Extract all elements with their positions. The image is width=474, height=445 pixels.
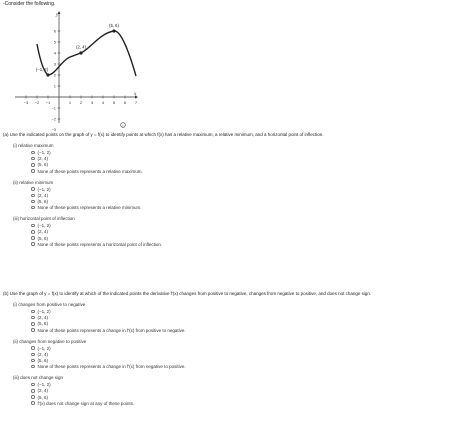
answer-option[interactable] (3, 358, 471, 363)
answer-option[interactable] (3, 321, 471, 326)
part_b-sub-1 (3, 302, 471, 333)
option-label: (−1, 2) (37, 150, 51, 155)
y-tick-label: 3 (53, 61, 56, 67)
radio-button[interactable] (31, 157, 35, 161)
radio-button[interactable] (31, 395, 35, 399)
option-label: f′(x) does not change sign at any of these points. (37, 400, 135, 406)
radio-button[interactable] (31, 151, 35, 155)
option-label: None of these points represents a relative maximum. (37, 168, 143, 174)
part_a-sub-3 (3, 216, 471, 247)
subquestion-label: (ii) relative minimum (13, 179, 54, 185)
x-tick-label: 6 (123, 100, 127, 105)
y-tick-label: 6 (53, 28, 56, 34)
subquestion-label: (iii) does not change sign (13, 375, 64, 381)
answer-option[interactable] (3, 328, 471, 333)
option-label: (2, 4) (37, 315, 49, 321)
subquestion-label: (ii) changes from negative to positive (13, 338, 87, 344)
graph-point (112, 29, 115, 32)
x-tick-label: 1 (68, 100, 72, 105)
option-label: (5, 6) (37, 235, 49, 241)
x-tick-label: −2 (34, 100, 40, 105)
answer-option[interactable] (3, 223, 471, 228)
answer-option[interactable] (3, 193, 471, 198)
answer-option[interactable] (3, 162, 471, 167)
part_b-sub-3 (3, 375, 471, 406)
y-tick-label: 4 (53, 50, 56, 56)
radio-button[interactable] (31, 401, 35, 405)
y-tick-labels (51, 29, 56, 133)
option-label: (2, 4) (37, 388, 49, 394)
option-label: (5, 6) (37, 198, 49, 204)
radio-button[interactable] (31, 230, 35, 234)
part_b-sub-2 (3, 339, 471, 370)
answer-option[interactable] (3, 346, 471, 351)
y-tick-label: 2 (53, 72, 56, 78)
x-tick-label: 4 (101, 100, 105, 105)
answer-option[interactable] (3, 187, 471, 192)
radio-button[interactable] (31, 169, 35, 173)
option-label: None of these points represents a change in f′(x) from negative to positive. (37, 364, 186, 370)
subquestion-label: (i) changes from positive to negative (13, 302, 86, 307)
function-graph (10, 8, 140, 132)
x-tick-labels (24, 100, 138, 105)
radio-button[interactable] (31, 236, 35, 240)
option-label: (−1, 2) (37, 186, 51, 192)
answer-option[interactable] (3, 150, 471, 155)
subquestion-label: (iii) horizontal point of inflection (13, 216, 75, 222)
y-tick-label: 1 (53, 83, 56, 89)
radio-button[interactable] (31, 187, 35, 191)
answer-option[interactable] (3, 382, 471, 387)
y-tick-label: −3 (51, 127, 56, 132)
point-label: (2, 4) (76, 44, 86, 50)
answer-option[interactable] (3, 156, 471, 161)
subquestion-label: (i) relative maximum (13, 143, 54, 148)
x-axis-letter: x (134, 92, 137, 97)
radio-button[interactable] (31, 383, 35, 387)
x-tick-label: 5 (112, 100, 116, 105)
radio-button[interactable] (31, 163, 35, 167)
part-a-prompt: (a) Use the indicated points on the graph of y = f(x) to identify points at which f(x) has a relative maximum, a relative minimum, and a horizontal point of inflection. (3, 132, 324, 137)
part-a (3, 132, 471, 248)
option-label: (5, 6) (37, 321, 49, 327)
radio-button[interactable] (31, 328, 35, 332)
radio-button[interactable] (31, 346, 35, 350)
option-label: (5, 6) (37, 162, 49, 168)
y-axis-letter: y (56, 13, 59, 18)
graph-point (46, 73, 49, 76)
answer-option[interactable] (3, 309, 471, 314)
radio-button[interactable] (31, 322, 35, 326)
radio-button[interactable] (31, 353, 35, 357)
radio-button[interactable] (31, 224, 35, 228)
radio-button[interactable] (31, 365, 35, 369)
radio-button[interactable] (31, 389, 35, 393)
radio-button[interactable] (31, 200, 35, 204)
answer-option[interactable] (3, 364, 471, 369)
option-label: (2, 4) (37, 156, 49, 162)
option-label: (−1, 2) (37, 309, 51, 314)
x-tick-label: 2 (79, 100, 83, 105)
radio-button[interactable] (31, 206, 35, 210)
radio-button[interactable] (31, 316, 35, 320)
radio-button[interactable] (31, 242, 35, 246)
answer-option[interactable] (3, 352, 471, 357)
svg-text:i: i (122, 123, 124, 128)
x-tick-label: −1 (45, 100, 51, 105)
option-label: (2, 4) (37, 192, 49, 198)
point-label: (5, 6) (109, 23, 119, 28)
y-tick-label: −2 (51, 116, 56, 122)
part_a-sub-2 (3, 180, 471, 211)
y-tick-label: −1 (51, 105, 56, 111)
x-tick-label: −3 (23, 100, 29, 105)
answer-option[interactable] (3, 199, 471, 204)
answer-option[interactable] (3, 401, 471, 406)
answer-option[interactable] (3, 205, 471, 210)
answer-option[interactable] (3, 242, 471, 247)
option-label: None of these points represents a relative minimum. (37, 205, 142, 211)
radio-button[interactable] (31, 359, 35, 363)
x-tick-label: 3 (90, 100, 94, 105)
y-tick-label: 5 (53, 39, 56, 45)
option-label: (5, 6) (37, 394, 49, 400)
part_a-sub-1 (3, 143, 471, 174)
graph-point (79, 51, 82, 54)
radio-button[interactable] (31, 194, 35, 198)
option-label: (5, 6) (37, 357, 49, 363)
answer-option[interactable] (3, 395, 471, 400)
answer-option[interactable] (3, 315, 471, 320)
answer-option[interactable] (3, 169, 471, 174)
graph-svg (10, 8, 140, 132)
option-label: (2, 4) (37, 351, 49, 357)
x-tick-label: 7 (134, 100, 138, 105)
option-label: (−1, 2) (37, 382, 51, 388)
option-label: (−1, 2) (37, 223, 51, 229)
answer-option[interactable] (3, 388, 471, 393)
radio-button[interactable] (31, 310, 35, 314)
option-label: None of these points represents a horizontal point of inflection. (37, 241, 163, 247)
answer-option[interactable] (3, 236, 471, 241)
info-circle-icon[interactable] (121, 123, 126, 128)
question-intro: -Consider the following. (3, 1, 56, 7)
part-b (3, 291, 471, 407)
part-b-prompt: (b) Use the graph of y = f(x) to identify at which of the indicated points the derivative f′(x) changes from positive to negative, changes from negative to positive, and does not change sign. (3, 291, 372, 296)
point-label: (−1, 2) (35, 67, 49, 72)
answer-option[interactable] (3, 229, 471, 234)
function-curve (37, 28, 136, 76)
option-label: (−1, 2) (37, 345, 51, 351)
option-label: (2, 4) (37, 229, 49, 235)
option-label: None of these points represents a change in f′(x) from positive to negative. (37, 327, 186, 333)
